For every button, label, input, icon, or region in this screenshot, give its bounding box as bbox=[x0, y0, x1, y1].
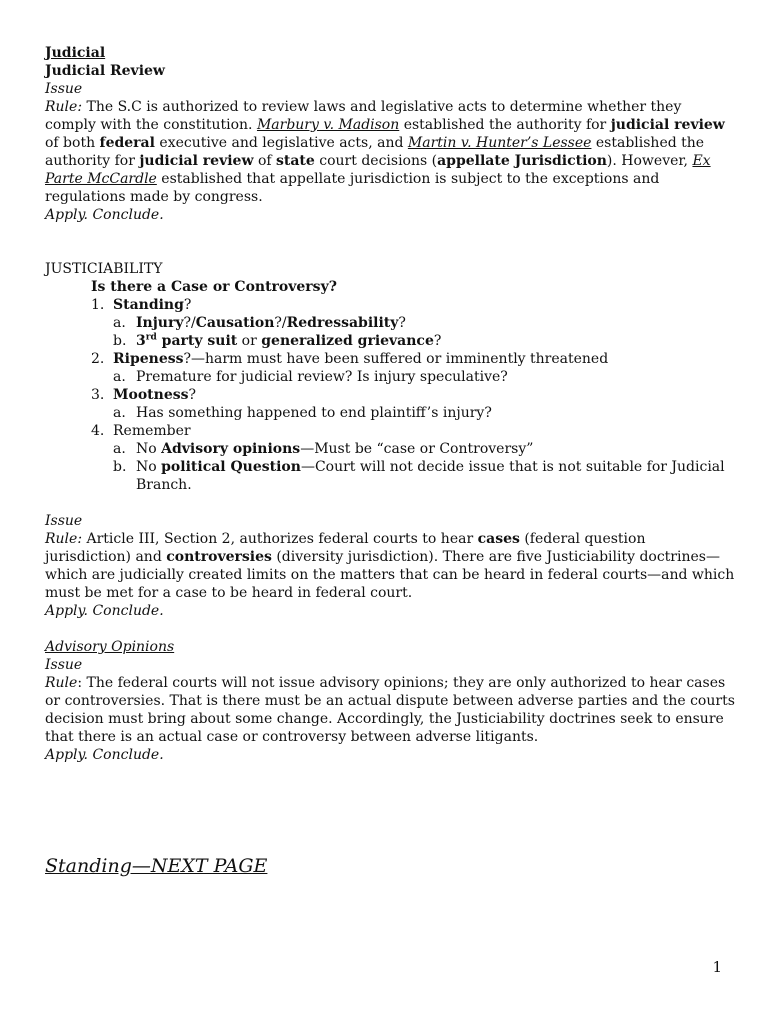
rule-text: (federal question jurisdiction) and bbox=[45, 531, 646, 565]
sub-list-marker: a. bbox=[113, 405, 126, 421]
list-marker: 4. bbox=[91, 423, 105, 439]
rule-emphasis: appellate Jurisdiction bbox=[437, 153, 607, 169]
list-marker: 3. bbox=[91, 387, 105, 403]
sub-list-marker: a. bbox=[113, 315, 126, 331]
rule-emphasis: state bbox=[276, 153, 315, 169]
case-citation: Ex Parte McCardle bbox=[45, 153, 711, 187]
list-marker: 1. bbox=[91, 297, 105, 313]
sub-item-text: Premature for judicial review? Is injury speculative? bbox=[136, 369, 508, 385]
sub-list-marker: a. bbox=[113, 369, 126, 385]
section-heading-advisory-opinions: Advisory Opinions bbox=[45, 639, 175, 655]
next-page-heading: Standing—NEXT PAGE bbox=[45, 855, 268, 877]
rule-label: Rule: bbox=[45, 99, 83, 115]
spacer bbox=[45, 764, 735, 854]
sub-list-item bbox=[113, 332, 735, 350]
sub-item-text: No bbox=[136, 459, 162, 475]
sub-list-marker: a. bbox=[113, 441, 126, 457]
sub-list-item bbox=[113, 404, 735, 422]
apply-conclude: Apply. Conclude. bbox=[45, 603, 164, 619]
sub-item-text: rd bbox=[145, 332, 157, 343]
issue-label: Issue bbox=[45, 657, 83, 673]
rule-text: The S.C is authorized to review laws and legislative acts to determine whether they comply with the constitution. bbox=[45, 99, 682, 133]
checklist-item bbox=[91, 296, 735, 350]
sub-list-marker: b. bbox=[113, 459, 127, 475]
document-page bbox=[45, 44, 735, 878]
rule-text: : The federal courts will not issue advisory opinions; they are only authorized to hear cases or controversies. That is there must be an actual dispute between adverse parties and the courts decision must bring about some change. Accordingly, the Justiciability doctrines seek to ensure that there is an actual case or controversy between adverse litigants. bbox=[45, 675, 735, 745]
sub-list-item bbox=[113, 440, 735, 458]
sub-item-text: generalized grievance bbox=[261, 333, 434, 349]
rule-emphasis: judicial review bbox=[139, 153, 254, 169]
apply-conclude: Apply. Conclude. bbox=[45, 207, 164, 223]
issue-label: Issue bbox=[45, 81, 83, 97]
rule-text: established the authority for bbox=[399, 117, 611, 133]
sub-item-text: Causation bbox=[195, 315, 275, 331]
sub-item-text: ?/ bbox=[183, 315, 196, 331]
rule-label: Rule: bbox=[45, 531, 83, 547]
sub-item-text: political Question bbox=[161, 459, 301, 475]
checklist-item bbox=[91, 350, 735, 386]
justiciability-checklist bbox=[45, 296, 735, 494]
rule-text: established the authority for bbox=[45, 135, 705, 169]
case-or-controversy-question: Is there a Case or Controversy? bbox=[91, 279, 337, 295]
rule-text: executive and legislative acts, and bbox=[154, 135, 408, 151]
subheading-judicial-review: Judicial Review bbox=[45, 63, 165, 79]
rule-emphasis: controversies bbox=[166, 549, 272, 565]
sub-list bbox=[113, 314, 735, 350]
doctrine-detail: ? bbox=[188, 387, 197, 403]
apply-conclude: Apply. Conclude. bbox=[45, 747, 164, 763]
rule-text: ). However, bbox=[606, 153, 693, 169]
sub-item-text: Redressability bbox=[286, 315, 399, 331]
doctrine-detail: ? bbox=[183, 297, 192, 313]
rule-label: Rule bbox=[45, 675, 78, 691]
doctrine-name: Standing bbox=[113, 297, 184, 313]
rule-text: Article III, Section 2, authorizes federal courts to hear bbox=[82, 531, 478, 547]
sub-item-text: ? bbox=[433, 333, 442, 349]
case-citation: Martin v. Hunter’s Lessee bbox=[407, 135, 592, 151]
doctrine-detail: ?—harm must have been suffered or imminently threatened bbox=[183, 351, 609, 367]
case-citation: Marbury v. Madison bbox=[256, 117, 400, 133]
checklist-item bbox=[91, 422, 735, 494]
sub-item-text: —Must be “case or Controversy” bbox=[300, 441, 534, 457]
sub-item-text: ?/ bbox=[274, 315, 287, 331]
doctrine-name: Ripeness bbox=[113, 351, 184, 367]
spacer bbox=[45, 494, 735, 512]
sub-item-text: or bbox=[237, 333, 262, 349]
rule-paragraph-judicial bbox=[45, 98, 735, 206]
section-heading-judicial: Judicial bbox=[45, 45, 106, 61]
spacer bbox=[45, 620, 735, 638]
rule-emphasis: judicial review bbox=[610, 117, 725, 133]
rule-text: court decisions ( bbox=[314, 153, 438, 169]
checklist-item bbox=[91, 386, 735, 422]
sub-item-text: party suit bbox=[156, 333, 238, 349]
rule-emphasis: cases bbox=[477, 531, 520, 547]
sub-item-text: —Court will not decide issue that is not suitable for Judicial Branch. bbox=[136, 459, 725, 493]
sub-list bbox=[113, 404, 735, 422]
doctrine-name: Mootness bbox=[113, 387, 189, 403]
rule-text: of both bbox=[45, 135, 100, 151]
sub-list bbox=[113, 368, 735, 386]
spacer bbox=[45, 224, 735, 260]
page-number: 1 bbox=[712, 958, 722, 976]
sub-item-text: Advisory opinions bbox=[161, 441, 301, 457]
sub-list-item bbox=[113, 458, 735, 494]
section-heading-justiciability: JUSTICIABILITY bbox=[45, 261, 163, 277]
rule-text: (diversity jurisdiction). There are five Justiciability doctrines—which are judicially created limits on the matters that can be heard in federal courts—and which must be met for a case to be heard in federal court. bbox=[45, 549, 735, 601]
sub-item-text: Has something happened to end plaintiff’s injury? bbox=[136, 405, 492, 421]
rule-paragraph-justiciability bbox=[45, 530, 735, 602]
sub-item-text: Injury bbox=[136, 315, 184, 331]
list-marker: 2. bbox=[91, 351, 105, 367]
sub-item-text: No bbox=[136, 441, 162, 457]
sub-item-text: ? bbox=[398, 315, 406, 331]
sub-list-marker: b. bbox=[113, 333, 127, 349]
sub-item-text: 3 bbox=[136, 333, 146, 349]
doctrine-detail: Remember bbox=[113, 423, 191, 439]
rule-emphasis: federal bbox=[99, 135, 155, 151]
sub-list bbox=[113, 440, 735, 494]
rule-text: of bbox=[253, 153, 277, 169]
issue-label: Issue bbox=[45, 513, 83, 529]
sub-list-item bbox=[113, 314, 735, 332]
rule-text: established that appellate jurisdiction is subject to the exceptions and regulations made by congress. bbox=[45, 171, 660, 205]
sub-list-item bbox=[113, 368, 735, 386]
rule-paragraph-advisory bbox=[45, 674, 735, 746]
